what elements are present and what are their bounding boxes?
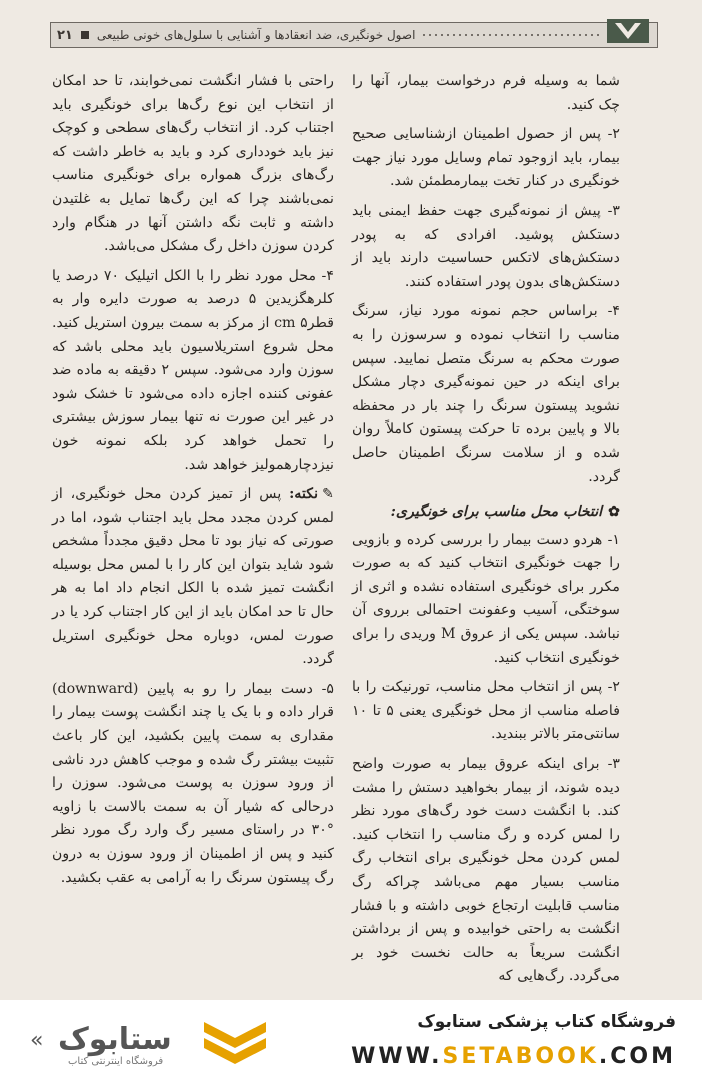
page-number: ۲۱ [57, 27, 73, 43]
paragraph: ۴- براساس حجم نمونه مورد نیاز، سرنگ مناسب را انتخاب نموده و سرسوزن را به صورت محکم به سرنگ متصل نمایید. سپس برای اینکه در حین نمونه‌گیری دچار مشکل نشوید پیستون سرنگ را چند بار در محفظه بالا و پایین برده تا حرکت پیستون کاملاً روان شده و از سلامت سرنگ اطمینان حاصل گردد. [352, 303, 620, 485]
pencil-icon: ✎ [322, 486, 334, 503]
store-footer [0, 1000, 702, 1080]
store-logo-subtitle: فروشگاه اینترنتی کتاب [68, 1056, 164, 1067]
left-column [52, 70, 334, 896]
section-heading [352, 501, 620, 525]
note-paragraph [52, 483, 334, 672]
flower-bullet-icon: ✿ [608, 504, 620, 521]
running-header [50, 22, 658, 48]
header-square-icon [81, 31, 89, 39]
chapter-title: اصول خونگیری، ضد انعقادها و آشنایی با سلول‌های خونی طبیعی [96, 28, 416, 42]
store-url[interactable] [351, 1044, 676, 1069]
url-prefix: WWW. [351, 1044, 443, 1069]
paragraph: ۲- پس از انتخاب محل مناسب، تورنیکت را با فاصله مناسب از محل خونگیری یعنی ۵ تا ۱۰ سانتی‌متر بالاتر ببندید. [352, 679, 620, 743]
paragraph: راحتی با فشار انگشت نمی‌خوابند، تا حد امکان از انتخاب این نوع رگ‌ها برای خونگیری باید اجتناب کرد. از انتخاب رگ‌های سطحی و کوچک نیز باید خودداری کرد و باید به خاطر داشت که رگ‌های بزرگ همواره برای خونگیری مناسب نمی‌باشند چرا که این رگ‌ها تمایل به غلتیدن داشته و ثابت نگه داشتن آنها در هنگام وارد کردن سوزن داخل رگ مشکل می‌باشد. [52, 73, 334, 255]
url-suffix: .COM [598, 1044, 676, 1069]
paragraph: ۲- پس از حصول اطمینان ازشناسایی صحیح بیمار، باید ازوجود تمام وسایل مورد نیاز جهت خونگیری در کنار تخت بیمارمطمئن شد. [352, 126, 620, 190]
double-chevron-left-icon: « [30, 1028, 44, 1053]
note-text: پس از تمیز کردن محل خونگیری، از لمس کردن مجدد محل باید اجتناب شود، اما در صورتی که نیاز بود تا محل دقیق مجدداً مشخص شود شاید بتوان این کار را با لمس محل بوسیله انگشت تمیز شده با الکل انجام داد اما به هر حال تا حد امکان باید از این کار اجتناب کرد یا در صورت لمس، دوباره محل خونگیری استریل گردد. [52, 486, 334, 668]
note-label: نکته: [289, 486, 319, 503]
paragraph: ۱- هردو دست بیمار را بررسی کرده و بازویی را جهت خونگیری انتخاب کنید که به صورت مکرر برای خونگیری استفاده نشده و اثری از سوختگی، آسیب وعفونت احتمالی برروی آن نباشد. سپس یکی از عروق M وریدی را برای خونگیری انتخاب کنید. [352, 531, 620, 666]
paragraph: ۳- پیش از نمونه‌گیری جهت حفظ ایمنی باید دستکش پوشید. افرادی که به پودر دستکش‌های لاتکس حساسیت دارند باید از دستکش‌های بدون پودر استفاده کنند. [352, 202, 620, 290]
paragraph: ۳- برای اینکه عروق بیمار به صورت واضح دیده شوند، از بیمار بخواهید دستش را مشت کند. با انگشت دست خود رگ‌های مورد نظر را لمس کرده و رگ مناسب را انتخاب کنید. لمس کردن محل خونگیری برای انتخاب رگ مناسب بسیار مهم می‌باشد چراکه رگ مناسب قابلیت ارتجاع خوبی داشته و با فشار انگشت به راحتی خوابیده و پس از برداشتن انگشت سریعاً به حالت نخست خود بر می‌گردد. رگ‌هایی که [352, 756, 620, 985]
paragraph: شما به وسیله فرم درخواست بیمار، آنها را چک کنید. [352, 73, 620, 113]
chevron-logo-icon [200, 1016, 270, 1068]
book-logo-icon [605, 15, 651, 45]
header-dotted-leader [421, 34, 599, 36]
paragraph: ۵- دست بیمار را رو به پایین (downward) قرار داده و با یک یا چند انگشت پوست بیمار را مقداری به سمت پایین بکشید، این کار باعث تثبیت بیشتر رگ شده و موجب کاهش درد ناشی از ورود سوزن به پوست می‌شود. سوزن را درحالی که شیار آن به سمت بالاست با زاویه °۳۰ در راستای مسیر رگ وارد رگ مورد نظر کنید و پس از اطمینان از ورود سوزن به درون رگ پیستون سرنگ را به آرامی به عقب بکشید. [52, 680, 334, 886]
section-heading-text: انتخاب محل مناسب برای خونگیری: [390, 504, 603, 521]
store-name: فروشگاه کتاب پزشکی ستابوک [417, 1012, 676, 1032]
paragraph: ۴- محل مورد نظر را با الکل اتیلیک ۷۰ درصد یا کلرهگزیدین ۵ درصد به صورت دایره وار به قطر۵ cm از مرکز به سمت بیرون استریل کنید. محل شروع استریلاسیون باید محلی باشد که سوزن وارد می‌شود. سپس ۲ دقیقه به ماده ضد عفونی کننده اجازه داده می‌شود تا خشک شود در غیر این صورت نه تنها بیمار سوزش بیشتری را تحمل خواهد کرد بلکه نمونه خون نیزدچارهمولیز خواهد شد. [52, 267, 335, 473]
url-accent: SETABOOK [442, 1044, 599, 1069]
store-logo-word: ستابوک [58, 1022, 172, 1057]
right-column [352, 70, 620, 995]
